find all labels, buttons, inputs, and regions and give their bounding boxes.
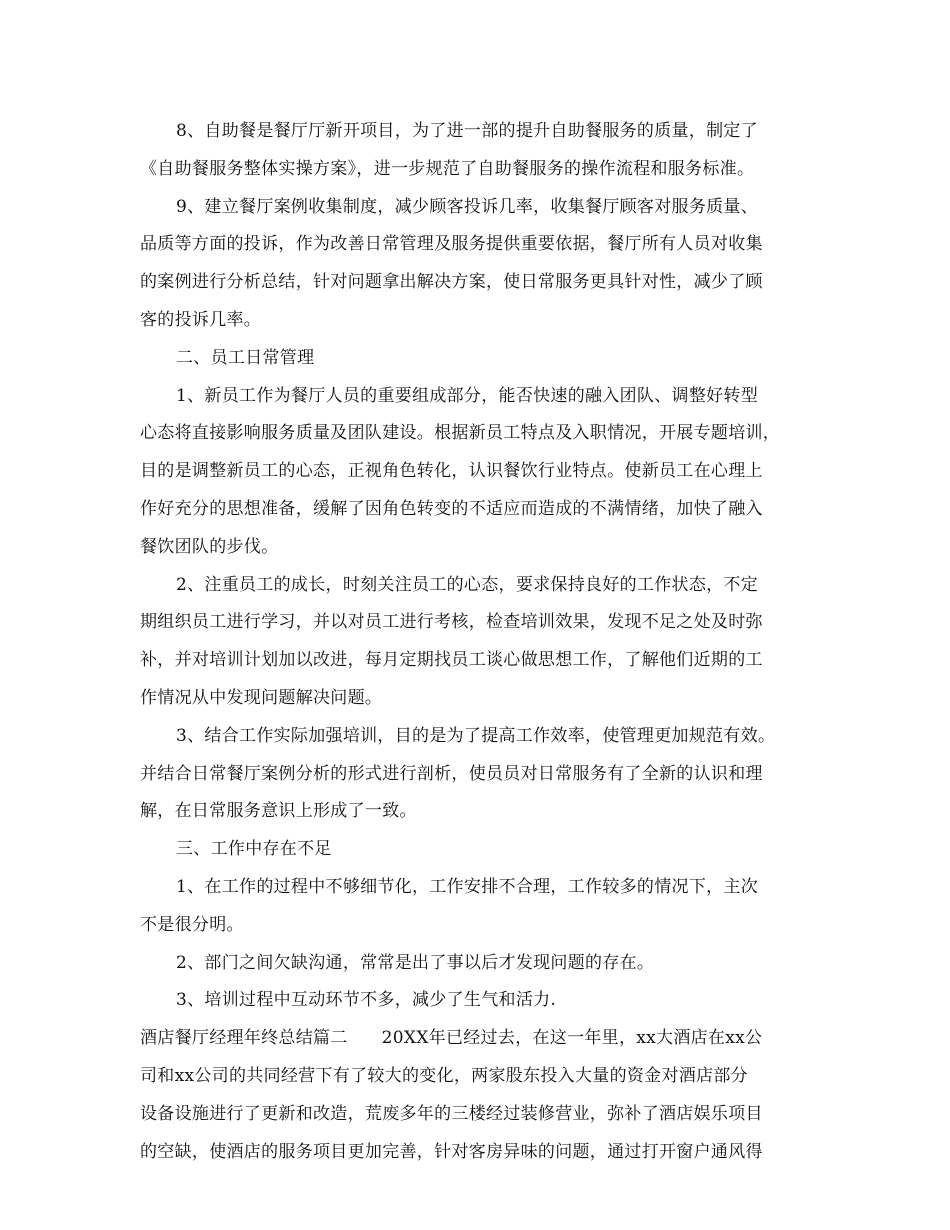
paragraph-line: 2、注重员工的成长，时刻关注员工的心态，要求保持良好的工作状态，不定 bbox=[176, 574, 759, 595]
paragraph-line: 作好充分的思想准备，缓解了因角色转变的不适应而造成的不满情绪，加快了融入 bbox=[140, 498, 763, 519]
paragraph-line: 期组织员工进行学习，并以对员工进行考核，检查培训效果，发现不足之处及时弥 bbox=[140, 612, 763, 633]
paragraph-line: 心态将直接影响服务质量及团队建设。根据新员工特点及入职情况，开展专题培训， bbox=[140, 423, 781, 444]
paragraph-line: 1、在工作的过程中不够细节化，工作安排不合理，工作较多的情况下，主次 bbox=[176, 876, 759, 897]
paragraph-line: 餐饮团队的步伐。 bbox=[140, 536, 279, 557]
paragraph-line: 并结合日常餐厅案例分析的形式进行剖析，使员员对日常服务有了全新的认识和理 bbox=[140, 763, 763, 784]
paragraph-line: 1、新员工作为餐厅人员的重要组成部分，能否快速的融入团队、调整好转型 bbox=[176, 385, 759, 406]
paragraph-line: 9、建立餐厅案例收集制度，减少顾客投诉几率，收集餐厅顾客对服务质量、 bbox=[176, 196, 759, 217]
paragraph-line: 8、自助餐是餐厅厅新开项目，为了进一部的提升自助餐服务的质量，制定了 bbox=[176, 121, 759, 141]
paragraph-line: 3、培训过程中互动环节不多，减少了生气和活力. bbox=[176, 990, 557, 1011]
paragraph-line: 《自助餐服务整体实操方案》，进一步规范了自助餐服务的操作流程和服务标准。 bbox=[140, 158, 755, 179]
section-title-line bbox=[140, 1020, 810, 1058]
paragraph-line: 2、部门之间欠缺沟通，常常是出了事以后才发现问题的存在。 bbox=[176, 952, 655, 973]
paragraph-line: 司和xx公司的共同经营下有了较大的变化，两家股东投入大量的资金对酒店部分 bbox=[140, 1065, 748, 1086]
paragraph-line: 3、结合工作实际加强培训，目的是为了提高工作效率，使管理更加规范有效。 bbox=[176, 725, 776, 746]
paragraph-line: 补，并对培训计划加以改进，每月定期找员工谈心做思想工作，了解他们近期的工 bbox=[140, 650, 763, 671]
paragraph-line: 作情况从中发现问题解决问题。 bbox=[140, 687, 383, 708]
section-first-line: 20XX年已经过去，在这一年里，xx大酒店在xx公 bbox=[381, 1028, 763, 1049]
paragraph-line: 解，在日常服务意识上形成了一致。 bbox=[140, 801, 417, 822]
paragraph-line: 客的投诉几率。 bbox=[140, 309, 262, 330]
paragraph-line: 不是很分明。 bbox=[140, 914, 244, 935]
paragraph-line: 品质等方面的投诉，作为改善日常管理及服务提供重要依据，餐厅所有人员对收集 bbox=[140, 234, 763, 255]
document-body bbox=[140, 113, 810, 1171]
section-title: 酒店餐厅经理年终总结篇二 bbox=[140, 1028, 348, 1049]
paragraph-line: 的案例进行分析总结，针对问题拿出解决方案，使日常服务更具针对性，减少了顾 bbox=[140, 272, 763, 293]
paragraph-line: 设备设施进行了更新和改造，荒废多年的三楼经过装修营业，弥补了酒店娱乐项目 bbox=[140, 1103, 763, 1124]
paragraph-line: 的空缺，使酒店的服务项目更加完善，针对客房异味的问题，通过打开窗户通风得 bbox=[140, 1141, 763, 1162]
section-heading: 三、工作中存在不足 bbox=[176, 839, 332, 860]
section-heading: 二、员工日常管理 bbox=[176, 347, 315, 368]
paragraph-line: 目的是调整新员工的心态，正视角色转化，认识餐饮行业特点。使新员工在心理上 bbox=[140, 461, 763, 482]
